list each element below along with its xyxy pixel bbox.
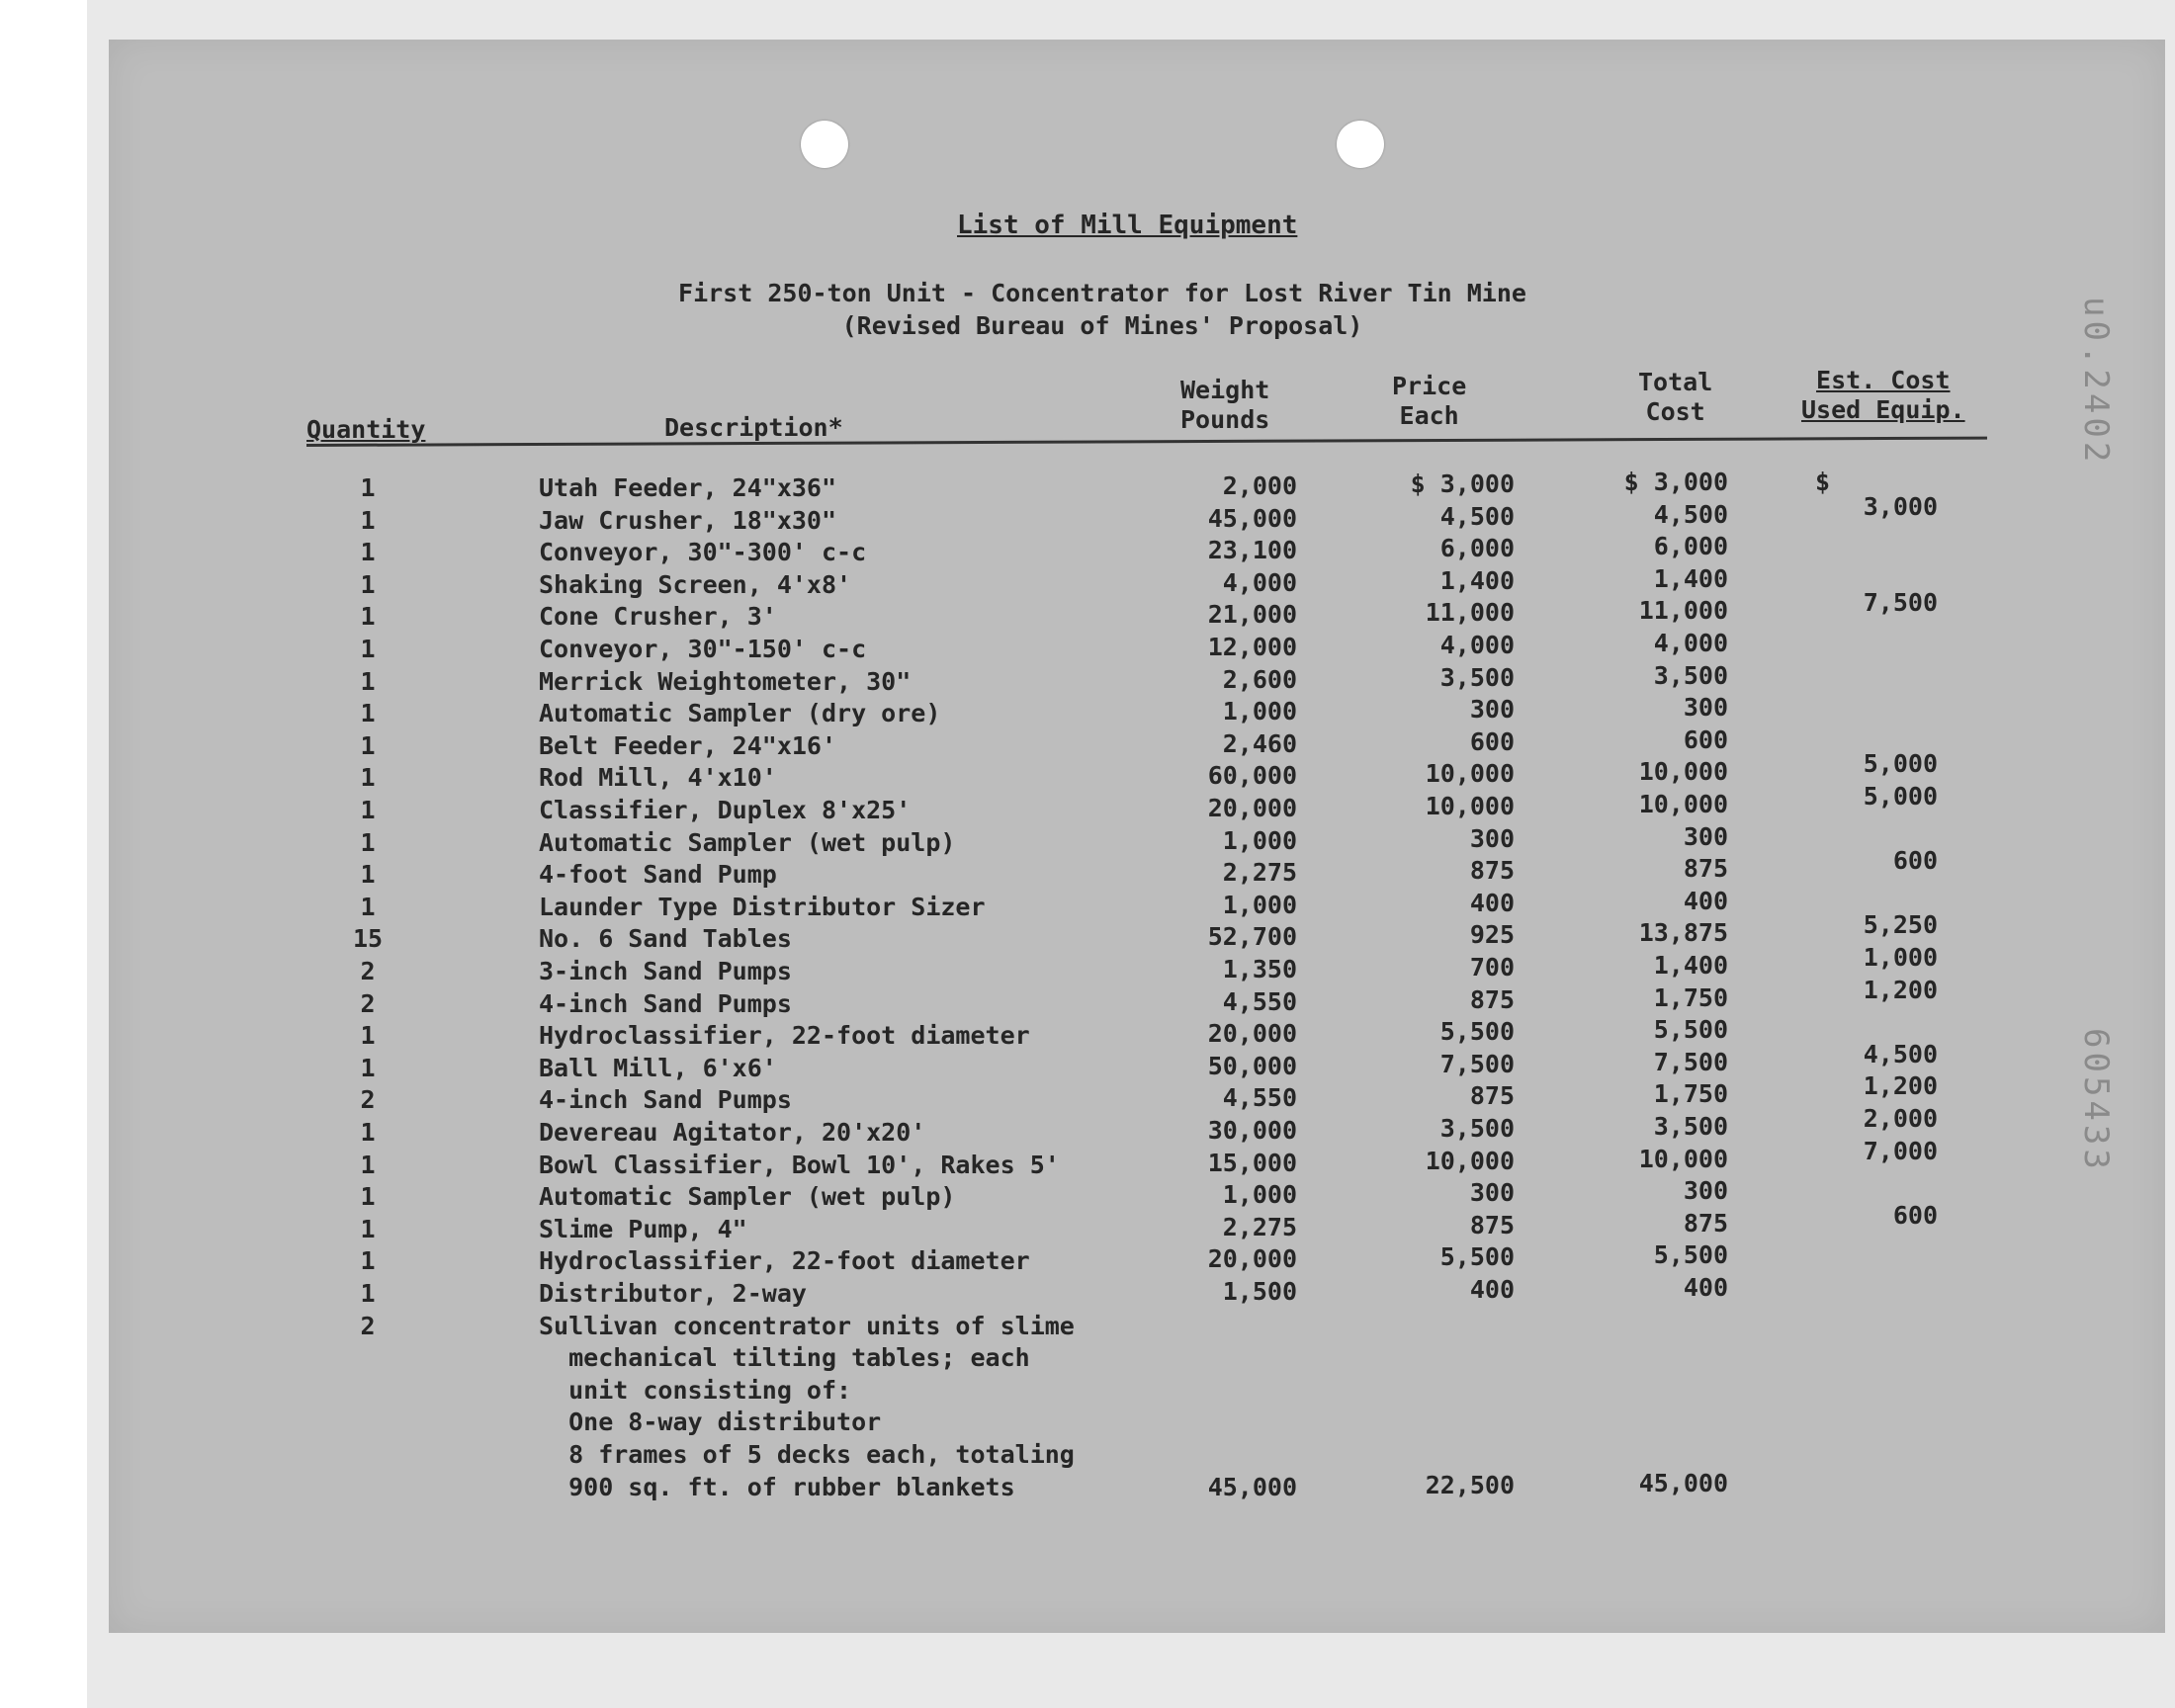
row-description: Automatic Sampler (wet pulp) (539, 1182, 956, 1212)
row-price: 1,400 (1439, 565, 1515, 595)
header-total-line-1: Total (1638, 368, 1713, 396)
row-total: 300 (1683, 693, 1728, 723)
header-quantity: Quantity (306, 415, 426, 444)
row-quantity: 1 (360, 635, 376, 663)
scan-left-margin (0, 0, 87, 1708)
row-weight: 15,000 (1207, 1148, 1297, 1177)
header-price-line-1: Price (1392, 372, 1467, 400)
row-description: No. 6 Sand Tables (539, 924, 792, 954)
row-weight: 20,000 (1207, 1244, 1297, 1274)
row-est-cost: 1,200 (1863, 1071, 1938, 1101)
row-description-line: 8 frames of 5 decks each, totaling (539, 1440, 1075, 1469)
row-description: Rod Mill, 4'x10' (539, 763, 777, 793)
row-description: 3-inch Sand Pumps (539, 957, 792, 985)
row-quantity: 1 (360, 763, 376, 793)
row-price: 875 (1469, 856, 1515, 886)
row-price: 400 (1469, 888, 1515, 917)
header-est-cost (1801, 366, 1965, 425)
row-weight: 1,000 (1222, 890, 1297, 919)
row-description: Conveyor, 30"-150' c-c (539, 635, 867, 663)
row-quantity: 1 (360, 1150, 376, 1179)
row-total: 1,750 (1653, 982, 1728, 1012)
row-description: Merrick Weightometer, 30" (539, 666, 912, 696)
row-total: 875 (1683, 854, 1728, 884)
row-total: 7,500 (1653, 1047, 1728, 1076)
row-quantity: 1 (360, 1214, 376, 1243)
stamp-top: u0.2402 (2076, 297, 2116, 467)
row-total: 1,750 (1653, 1079, 1728, 1109)
row-quantity: 1 (360, 699, 376, 728)
header-total (1638, 368, 1712, 427)
row-quantity: 2 (360, 1311, 376, 1340)
row-quantity: 1 (360, 1279, 376, 1308)
row-weight: 1,000 (1222, 697, 1297, 726)
row-price: 10,000 (1425, 792, 1515, 820)
row-description: 4-inch Sand Pumps (539, 988, 792, 1018)
row-total: 5,500 (1653, 1240, 1728, 1270)
row-total: 4,500 (1653, 499, 1728, 529)
row-weight: 2,460 (1222, 728, 1297, 758)
row-description: Devereau Agitator, 20'x20' (539, 1118, 926, 1147)
row-description: Hydroclassifier, 22-foot diameter (539, 1021, 1030, 1051)
row-price: 875 (1469, 1210, 1515, 1239)
row-weight: 20,000 (1207, 794, 1297, 822)
row-weight: 4,000 (1222, 567, 1297, 597)
row-description: 4-foot Sand Pump (539, 860, 777, 890)
row-weight: 2,000 (1222, 471, 1297, 500)
row-total: 4,000 (1653, 629, 1728, 657)
row-total: 3,500 (1653, 1112, 1728, 1141)
row-total: 600 (1683, 725, 1728, 754)
row-description: Launder Type Distributor Sizer (539, 892, 986, 921)
row-est-cost: 5,000 (1863, 782, 1938, 811)
header-est-line-2: Used Equip. (1801, 395, 1965, 424)
row-total: 10,000 (1638, 790, 1728, 818)
row-weight: 30,000 (1207, 1116, 1297, 1145)
row-description: Belt Feeder, 24"x16' (539, 730, 837, 760)
header-est-line-1: Est. Cost (1816, 366, 1951, 394)
row-weight: 20,000 (1207, 1019, 1297, 1049)
row-price: 300 (1469, 695, 1515, 725)
row-total: 300 (1683, 821, 1728, 851)
row-quantity: 1 (360, 538, 376, 567)
subtitle-line-2: (Revised Bureau of Mines' Proposal) (841, 311, 1363, 340)
header-price-line-2: Each (1399, 401, 1459, 430)
subtitle-line-1: First 250-ton Unit - Concentrator for Lost River Tin Mine (678, 279, 1526, 307)
row-quantity: 1 (360, 892, 376, 921)
document-title: List of Mill Equipment (957, 211, 1298, 240)
row-weight: 23,100 (1207, 536, 1297, 565)
row-quantity: 1 (360, 602, 376, 632)
row-quantity: 1 (360, 666, 376, 696)
row-quantity: 1 (360, 796, 376, 824)
row-est-cost: 1,000 (1863, 943, 1938, 972)
row-total: 6,000 (1653, 532, 1728, 561)
row-price: 7,500 (1439, 1049, 1515, 1078)
row-description: Shaking Screen, 4'x8' (539, 569, 852, 599)
header-weight-line-2: Pounds (1180, 405, 1270, 434)
row-weight: 52,700 (1207, 922, 1297, 952)
row-weight: 12,000 (1207, 633, 1297, 661)
header-description: Description* (664, 413, 843, 442)
row-price: 3,500 (1439, 662, 1515, 692)
row-price: 6,000 (1439, 534, 1515, 563)
punch-hole-left (801, 121, 848, 168)
row-est-cost: 600 (1892, 1200, 1938, 1230)
row-price: 925 (1469, 920, 1515, 950)
row-description-line: One 8-way distributor (539, 1408, 882, 1437)
row-total: 10,000 (1638, 1144, 1728, 1173)
row-quantity: 15 (352, 924, 384, 954)
row-est-cost: 4,500 (1863, 1039, 1938, 1068)
row-description: Classifier, Duplex 8'x25' (539, 796, 912, 824)
row-quantity: 1 (360, 473, 376, 502)
row-description: 4-inch Sand Pumps (539, 1085, 792, 1115)
row-price: 300 (1469, 823, 1515, 853)
row-price: 10,000 (1425, 1146, 1515, 1175)
row-est-cost: 5,250 (1863, 910, 1938, 940)
row-description: Utah Feeder, 24"x36" (539, 473, 837, 502)
row-price: 875 (1469, 984, 1515, 1014)
row-weight: 1,000 (1222, 1180, 1297, 1210)
row-description-line: 900 sq. ft. of rubber blankets (539, 1472, 1015, 1501)
row-price: 700 (1469, 953, 1515, 982)
row-description-line: mechanical tilting tables; each (539, 1343, 1030, 1373)
row-quantity: 1 (360, 730, 376, 760)
row-price: 4,500 (1439, 501, 1515, 531)
row-description: Slime Pump, 4" (539, 1214, 747, 1243)
header-total-line-2: Cost (1645, 397, 1705, 426)
row-est-cost: 3,000 (1863, 491, 1938, 521)
row-quantity: 1 (360, 1182, 376, 1212)
row-price: 400 (1469, 1275, 1515, 1304)
row-price: 300 (1469, 1178, 1515, 1208)
row-description: Cone Crusher, 3' (539, 602, 777, 632)
row-quantity: 1 (360, 1246, 376, 1276)
row-description-line: Sullivan concentrator units of slime (539, 1311, 1075, 1340)
row-quantity: 1 (360, 827, 376, 857)
row-est-cost: 2,000 (1863, 1104, 1938, 1133)
row-total: 3,500 (1653, 660, 1728, 690)
row-price: 22,500 (1425, 1470, 1515, 1499)
row-weight: 60,000 (1207, 761, 1297, 791)
row-total: 400 (1683, 1273, 1728, 1302)
row-quantity: 1 (360, 569, 376, 599)
row-est-cost: 1,200 (1863, 975, 1938, 1004)
row-description: Ball Mill, 6'x6' (539, 1053, 777, 1082)
row-price: 4,000 (1439, 631, 1515, 659)
row-est-cost: 600 (1892, 846, 1938, 876)
punch-hole-right (1337, 121, 1384, 168)
row-price: 5,500 (1439, 1242, 1515, 1272)
header-price (1392, 372, 1466, 431)
header-weight (1180, 376, 1269, 435)
row-description: Conveyor, 30"-300' c-c (539, 538, 867, 567)
row-quantity: 1 (360, 1053, 376, 1082)
row-total: 1,400 (1653, 951, 1728, 980)
header-weight-line-1: Weight (1180, 376, 1270, 404)
row-quantity: 2 (360, 957, 376, 985)
row-quantity: 1 (360, 1118, 376, 1147)
row-description: Jaw Crusher, 18"x30" (539, 505, 837, 535)
row-total: 45,000 (1638, 1468, 1728, 1497)
row-description: Automatic Sampler (wet pulp) (539, 827, 956, 857)
row-est-cost: $ (1815, 468, 1831, 496)
row-description: Bowl Classifier, Bowl 10', Rakes 5' (539, 1150, 1060, 1179)
row-weight: 4,550 (1222, 1083, 1297, 1113)
row-price: 875 (1469, 1081, 1515, 1111)
row-price: 5,500 (1439, 1017, 1515, 1047)
row-price: 10,000 (1425, 759, 1515, 789)
row-price: 3,500 (1439, 1114, 1515, 1143)
row-est-cost: 5,000 (1863, 749, 1938, 779)
row-quantity: 2 (360, 1085, 376, 1115)
row-total: $ 3,000 (1623, 468, 1728, 496)
row-total: 400 (1683, 886, 1728, 915)
row-description: Hydroclassifier, 22-foot diameter (539, 1246, 1030, 1276)
row-weight: 50,000 (1207, 1051, 1297, 1080)
row-quantity: 2 (360, 988, 376, 1018)
row-weight: 4,550 (1222, 986, 1297, 1016)
row-price: 11,000 (1425, 598, 1515, 628)
document-subtitle (633, 277, 1572, 342)
row-total: 875 (1683, 1208, 1728, 1238)
row-weight: 21,000 (1207, 600, 1297, 630)
row-weight: 2,275 (1222, 1212, 1297, 1241)
row-est-cost: 7,000 (1863, 1136, 1938, 1165)
row-total: 300 (1683, 1176, 1728, 1206)
row-weight: 45,000 (1207, 1472, 1297, 1501)
row-quantity: 1 (360, 860, 376, 890)
row-description: Distributor, 2-way (539, 1279, 807, 1308)
row-total: 1,400 (1653, 563, 1728, 593)
row-total: 10,000 (1638, 757, 1728, 787)
row-description: Automatic Sampler (dry ore) (539, 699, 941, 728)
row-weight: 45,000 (1207, 503, 1297, 533)
stamp-bottom: 605433 (2076, 1028, 2116, 1173)
row-quantity: 1 (360, 1021, 376, 1051)
row-weight: 1,000 (1222, 825, 1297, 855)
row-total: 5,500 (1653, 1015, 1728, 1045)
row-total: 11,000 (1638, 596, 1728, 626)
row-weight: 2,275 (1222, 858, 1297, 888)
row-quantity: 1 (360, 505, 376, 535)
row-price: $ 3,000 (1410, 470, 1515, 498)
row-weight: 2,600 (1222, 664, 1297, 694)
row-price: 600 (1469, 726, 1515, 756)
row-weight: 1,500 (1222, 1277, 1297, 1306)
row-weight: 1,350 (1222, 955, 1297, 983)
row-total: 13,875 (1638, 918, 1728, 948)
row-description-line: unit consisting of: (539, 1375, 852, 1405)
row-est-cost: 7,500 (1863, 588, 1938, 618)
